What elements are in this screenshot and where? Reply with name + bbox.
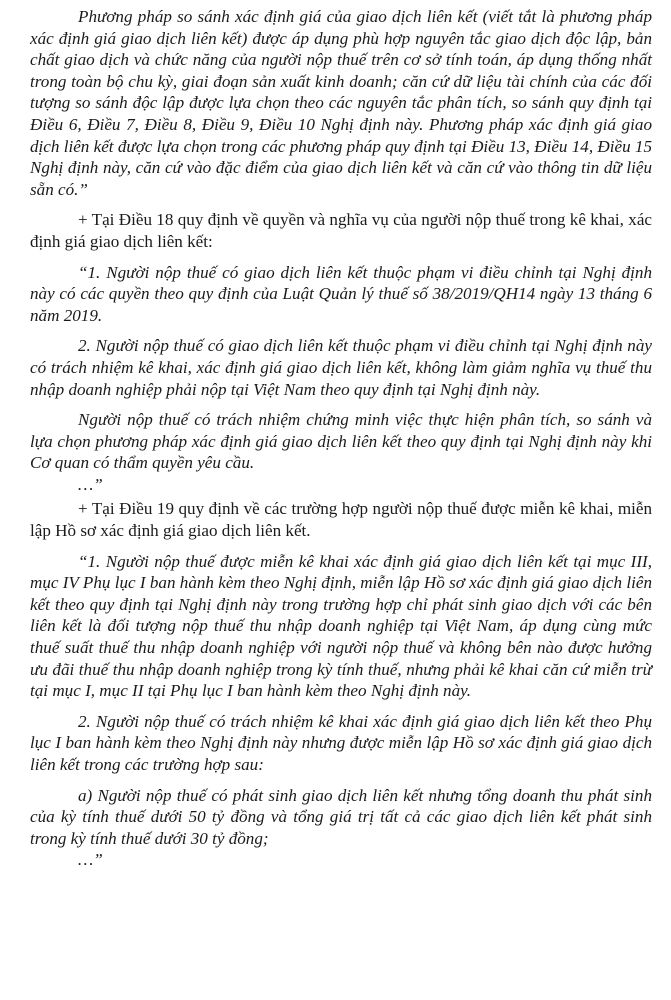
paragraph-article-18-clause-1: “1. Người nộp thuế có giao dịch liên kết thuộc phạm vi điều chỉnh tại Nghị định này có các quyền theo quy định của Luật Quản lý thuế số 38/2019/QH14 ngày 13 tháng 6 năm 2019. [30, 262, 652, 325]
paragraph-article-19-clause-2a: a) Người nộp thuế có phát sinh giao dịch liên kết nhưng tổng doanh thu phát sinh của kỳ tính thuế dưới 50 tỷ đồng và tổng giá trị tất cả các giao dịch liên kết phát sinh trong kỳ tính thuế dưới 30 tỷ đồng; [30, 785, 652, 848]
paragraph-article-19-clause-2: 2. Người nộp thuế có trách nhiệm kê khai xác định giá giao dịch liên kết theo Phụ lục I ban hành kèm theo Nghị định này nhưng được miễn lập Hồ sơ xác định giá giao dịch liên kết trong các trường hợp sau: [30, 711, 652, 774]
paragraph-article-18-intro: + Tại Điều 18 quy định về quyền và nghĩa vụ của người nộp thuế trong kê khai, xác định giá giao dịch liên kết: [30, 210, 652, 251]
paragraph-article-18-burden-of-proof: Người nộp thuế có trách nhiệm chứng minh việc thực hiện phân tích, so sánh và lựa chọn phương pháp xác định giá giao dịch liên kết theo quy định tại Nghị định này khi Cơ quan có thẩm quyền yêu cầu. [30, 410, 652, 473]
paragraph-method-definition: Phương pháp so sánh xác định giá của giao dịch liên kết (viết tắt là phương pháp xác định giá giao dịch liên kết) được áp dụng phù hợp nguyên tắc giao dịch độc lập, bản chất giao dịch và chức năng của người nộp thuế trên cơ sở tính toán, áp dụng thống nhất trong toàn bộ chu kỳ, giai đoạn sản xuất kinh doanh; căn cứ dữ liệu tài chính của các đối tượng so sánh độc lập được lựa chọn theo các nguyên tắc phân tích, so sánh quy định tại Điều 6, Điều 7, Điều 8, Điều 9, Điều 10 Nghị định này. Phương pháp xác định giá giao dịch liên kết được lựa chọn trong các phương pháp quy định tại Điều 13, Điều 14, Điều 15 Nghị định này, căn cứ vào đặc điểm của giao dịch liên kết và căn cứ vào thông tin dữ liệu sẵn có.” [30, 7, 652, 199]
paragraph-article-18-clause-2: 2. Người nộp thuế có giao dịch liên kết thuộc phạm vi điều chỉnh tại Nghị định này có trách nhiệm kê khai, xác định giá giao dịch liên kết, không làm giảm nghĩa vụ thuế thu nhập doanh nghiệp phải nộp tại Việt Nam theo quy định tại Nghị định này. [30, 336, 652, 399]
paragraph-article-19-intro: + Tại Điều 19 quy định về các trường hợp người nộp thuế được miễn kê khai, miễn lập Hồ sơ xác định giá giao dịch liên kết. [30, 499, 652, 541]
document-page [30, 6, 652, 871]
paragraph-article-19-clause-1: “1. Người nộp thuế được miễn kê khai xác định giá giao dịch liên kết tại mục III, mục IV Phụ lục I ban hành kèm theo Nghị định, miễn lập Hồ sơ xác định giá giao dịch liên kết theo quy định tại Nghị định này trong trường hợp chỉ phát sinh giao dịch với các bên liên kết là đối tượng nộp thuế thu nhập doanh nghiệp tại Việt Nam, áp dụng cùng mức thuế suất thuế thu nhập doanh nghiệp với người nộp thuế và không bên nào được hưởng ưu đãi thuế thu nhập doanh nghiệp trong kỳ tính thuế, nhưng phải kê khai căn cứ miễn trừ tại mục I, mục II tại Phụ lục I ban hành kèm theo Nghị định này. [30, 551, 652, 701]
ellipsis-mark: …” [78, 474, 103, 494]
ellipsis-mark-end: …” [78, 850, 103, 870]
